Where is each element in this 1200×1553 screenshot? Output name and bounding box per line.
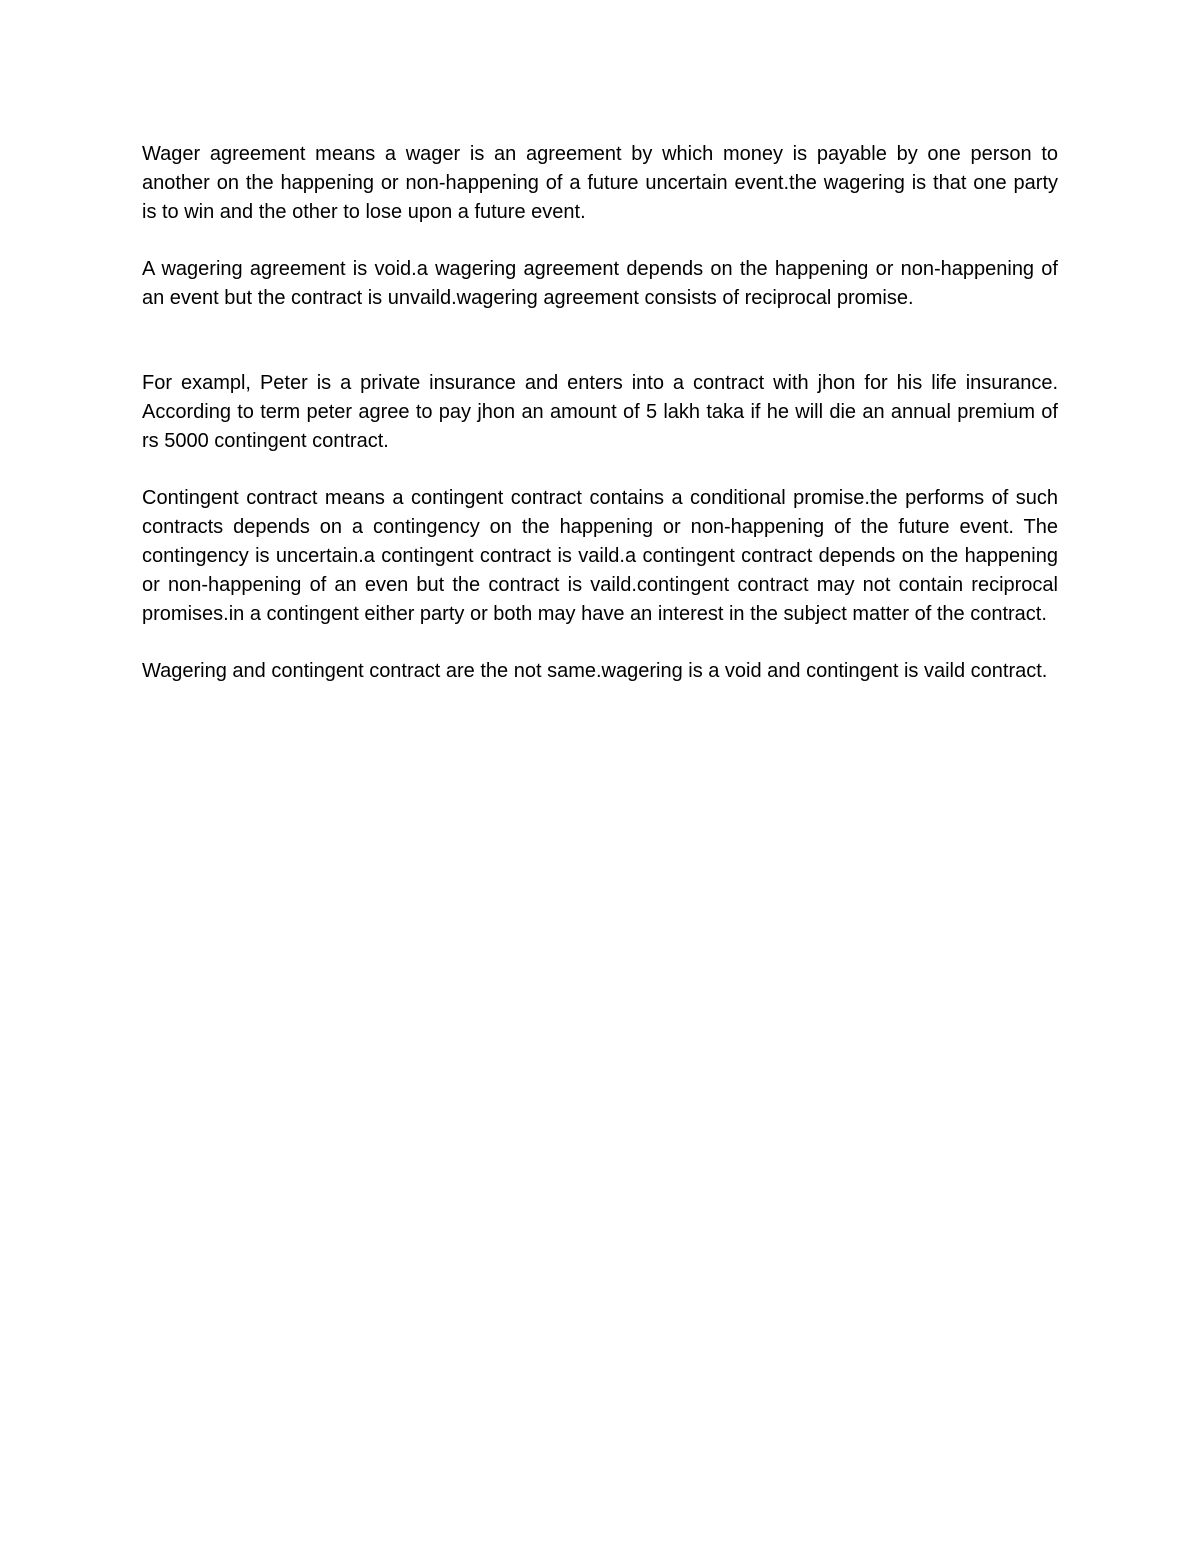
paragraph-spacer (142, 313, 1058, 369)
paragraph-spacer (142, 629, 1058, 657)
paragraph-wagering-void: A wagering agreement is void.a wagering agreement depends on the happening or non-happening of an event but the contract is unvaild.wagering agreement consists of reciprocal promise. (142, 258, 1058, 309)
document-body (142, 140, 1058, 686)
paragraph-spacer (142, 227, 1058, 255)
paragraph-conclusion: Wagering and contingent contract are the not same.wagering is a void and contingent is vaild contract. (142, 660, 1048, 682)
paragraph-example: For exampl, Peter is a private insurance and enters into a contract with jhon for his life insurance. According to term peter agree to pay jhon an amount of 5 lakh taka if he will die an annual premium of rs 5000 contingent contract. (142, 372, 1058, 452)
paragraph-wager-definition: Wager agreement means a wager is an agreement by which money is payable by one person to another on the happening or non-happening of a future uncertain event.the wagering is that one party is to win and the other to lose upon a future event. (142, 143, 1058, 223)
paragraph-spacer (142, 456, 1058, 484)
paragraph-contingent-definition: Contingent contract means a contingent contract contains a conditional promise.the performs of such contracts depends on a contingency on the happening or non-happening of the future event. The contingency is uncertain.a contingent contract is vaild.a contingent contract depends on the happening or non-happening of an even but the contract is vaild.contingent contract may not contain reciprocal promises.in a contingent either party or both may have an interest in the subject matter of the contract. (142, 487, 1058, 625)
